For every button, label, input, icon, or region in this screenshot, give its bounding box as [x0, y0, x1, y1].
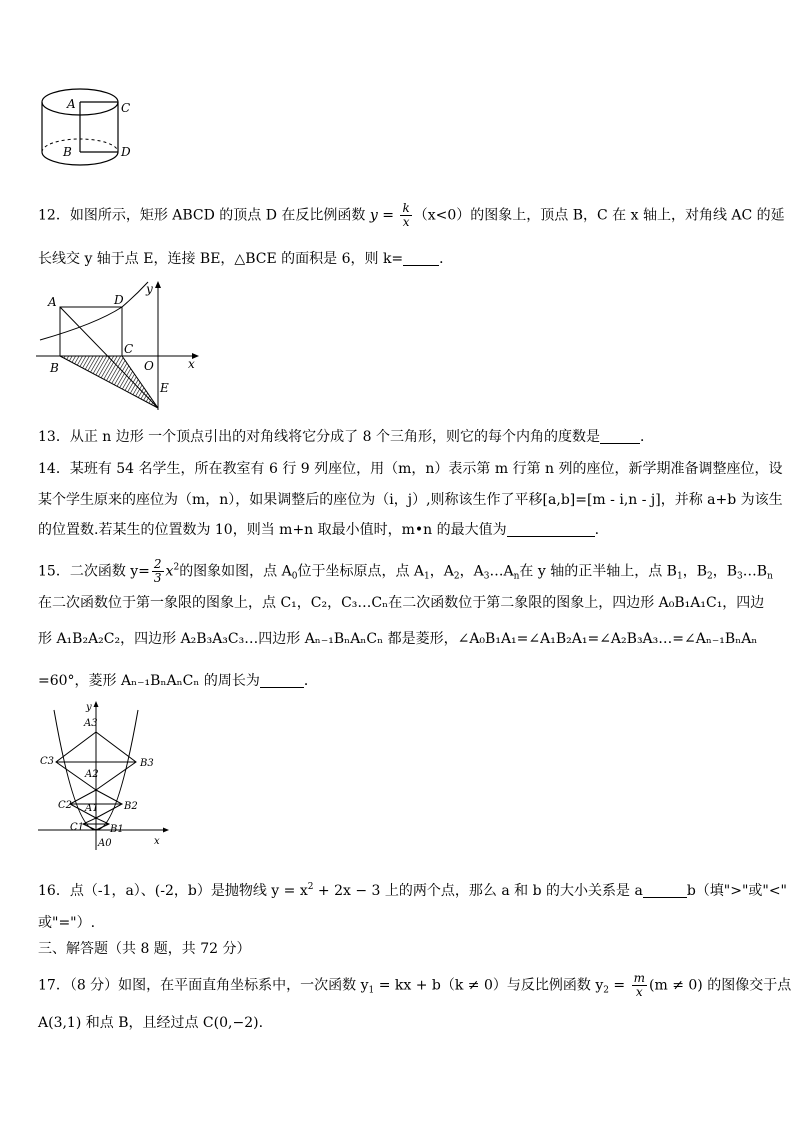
q15-line4	[38, 672, 318, 690]
q12-text-end: ．	[439, 251, 454, 267]
parabola-rhombus-figure	[36, 700, 172, 852]
q15-text-h: 在 y 轴的正半轴上，点 B	[519, 563, 677, 580]
q16-answer-blank[interactable]	[643, 883, 687, 898]
q15-answer-blank[interactable]	[260, 673, 304, 688]
q14-text-1: 14．某班有 54 名学生，所在教室有 6 行 9 列座位，用（m，n）表示第 m 行第 n 列的座位，新学期准备调整座位，设	[38, 461, 783, 477]
fig12-label-x: x	[188, 357, 195, 371]
fig11-label-c: C	[121, 101, 131, 115]
q16-line2	[38, 914, 95, 932]
q14-text-3: 的位置数.若某生的位置数为 10，则当 m+n 取最小值时，m•n 的最大值为	[38, 522, 507, 538]
q17-text-a: 17．（8 分）如图，在平面直角坐标系中，一次函数 y	[38, 977, 369, 994]
fig15-label-b2: B2	[124, 801, 138, 812]
q16-text-a: 16．点（-1，a）、(-2，b）是抛物线 y = x	[38, 883, 308, 899]
q14-end: .	[594, 522, 600, 538]
fig11-label-a: A	[67, 97, 76, 111]
q15-text-4: =60°，菱形 Aₙ₋₁BₙAₙCₙ 的周长为	[38, 673, 260, 689]
section-3-title: 三、解答题（共 8 题，共 72 分）	[38, 941, 251, 957]
q15-text-i: ，B	[682, 563, 708, 580]
fig12-label-y: y	[146, 282, 153, 296]
q12-answer-blank[interactable]	[403, 251, 439, 266]
q12-line2	[38, 250, 453, 268]
q15-fraction	[152, 558, 164, 585]
fig15-label-c2: C2	[58, 800, 73, 811]
fig15-label-b3: B3	[140, 758, 154, 769]
q15-line1: 15．二次函数 y= $\frac{2}{3}$ $x^2$的图象如图，点 $A_0$位于坐标原点，点 $A_1$，$A_2$，$A_3\dots A_n$在 y 轴的正半轴上，点 $B_1$，$B_2$，$B_3\dots B_n$	[38, 557, 773, 585]
fig12-label-d: D	[114, 293, 124, 307]
rectangle-hyperbola-figure	[36, 280, 206, 412]
q15-text-j: ，B	[712, 563, 738, 580]
fig15-label-x: x	[154, 836, 160, 847]
fig15-label-c3: C3	[40, 756, 55, 767]
q16-text-c: b（填">"或"<"	[686, 883, 787, 899]
q16-text-b: + 2x − 3 上的两个点，那么 a 和 b 的大小关系是 a	[313, 883, 643, 899]
q17-text-d: (m ≠ 0) 的图像交于点	[649, 977, 792, 994]
fig15-label-c1: C1	[70, 822, 85, 833]
fig15-label-a0: A0	[98, 838, 112, 849]
q15-frac-num: 2	[153, 557, 162, 571]
q15-text-a: 15．二次函数 y=	[38, 563, 150, 580]
q12-text-b: （x<0）的图象上，顶点 B，C 在 x 轴上，对角线 AC 的延	[413, 207, 785, 224]
q15-line3	[38, 630, 757, 648]
q13-text: 13．从正 n 边形 一个顶点引出的对角线将它分成了 8 个三角形，则它的每个内角的度数是	[38, 429, 600, 445]
q17-text-c: =	[608, 977, 630, 994]
q17-frac-den: x	[635, 985, 643, 999]
q14-answer-blank[interactable]	[507, 522, 595, 537]
q12-frac-num: k	[402, 201, 410, 215]
q15-text-e: ，A	[429, 563, 454, 580]
q12-line1: 12．如图所示，矩形 ABCD 的顶点 D 在反比例函数 y = $\frac{k}{x}$ （x<0）的图象上，顶点 B，C 在 x 轴上，对角线 AC 的延	[38, 201, 785, 229]
q17-text-2: A(3,1) 和点 B，且经过点 C(0,−2).	[38, 1015, 264, 1031]
q16-line1: 16．点（-1，a）、(-2，b）是抛物线 $y = x^2 + 2x - 3$ 上的两个点，那么 a 和 b 的大小关系是 a b（填">"或"<"	[38, 882, 787, 899]
fig12-label-e: E	[160, 381, 169, 395]
q14-line3	[38, 521, 599, 539]
q17-fraction	[632, 972, 647, 999]
q15-text-f: ，A	[459, 563, 484, 580]
fig15-label-a1: A1	[85, 803, 99, 814]
fig15-label-b1: B1	[110, 824, 124, 835]
q17-line2	[38, 1014, 263, 1032]
cylinder-figure	[36, 80, 136, 172]
q14-line1	[38, 460, 783, 478]
fig12-label-b: B	[50, 361, 59, 375]
q15-frac-den: 3	[153, 571, 162, 585]
q12-fraction	[400, 202, 411, 229]
fig12-label-a: A	[48, 295, 57, 309]
q13-end: ．	[640, 429, 654, 445]
q12-text-c: 长线交 y 轴于点 E，连接 BE，△BCE 的面积是 6，则 k=	[38, 251, 404, 267]
fig15-label-y: y	[86, 702, 92, 713]
q12-text-a: 12．如图所示，矩形 ABCD 的顶点 D 在反比例函数	[38, 207, 370, 224]
q12-frac-den: x	[402, 215, 410, 229]
q15-text-k: …B	[742, 563, 768, 580]
q15-text-g: …A	[489, 563, 514, 580]
q15-text-3: 形 A₁B₂A₂C₂，四边形 A₂B₃A₃C₃…四边形 Aₙ₋₁BₙAₙCₙ 都是菱形，∠A₀B₁A₁=∠A₁B₂A₁=∠A₂B₃A₃…=∠Aₙ₋₁BₙAₙ	[38, 631, 758, 647]
q14-text-2: 某个学生原来的座位为（m，n），如果调整后的座位为（i，j）,则称该生作了平移[a,b]=[m - i,n - j]，并称 a+b 为该生	[38, 492, 783, 508]
q16-text-2: 或"="）.	[38, 915, 96, 931]
q17-frac-num: m	[633, 971, 646, 985]
q17-line1: 17．（8 分）如图，在平面直角坐标系中，一次函数 $y_1$ = kx + b（k ≠ 0）与反比例函数 $y_2$ = $\frac{m}{x}$ (m ≠ 0) 的图像交于点	[38, 971, 792, 999]
q13-answer-blank[interactable]	[600, 429, 640, 444]
q13-line	[38, 428, 654, 446]
q15-text-b: x	[165, 563, 174, 580]
fig12-label-o: O	[144, 359, 154, 373]
section-title	[38, 940, 251, 958]
fig11-label-b: B	[63, 145, 72, 159]
fig11-label-d: D	[121, 145, 131, 159]
q15-end: ．	[303, 673, 318, 689]
q15-line2	[38, 594, 764, 612]
q17-text-b: = kx + b（k ≠ 0）与反比例函数 y	[374, 977, 604, 994]
fig15-label-a2: A2	[85, 769, 99, 780]
q15-text-c: 的图象如图，点 A	[179, 563, 292, 580]
q15-text-2: 在二次函数位于第一象限的图象上，点 C₁，C₂，C₃…Cₙ在二次函数位于第二象限的图象上，四边形 A₀B₁A₁C₁，四边	[38, 595, 765, 611]
fig12-label-c: C	[124, 342, 134, 356]
q15-text-d: 位于坐标原点，点 A	[297, 563, 425, 580]
fig15-label-a3: A3	[84, 718, 98, 729]
q14-line2	[38, 491, 783, 509]
